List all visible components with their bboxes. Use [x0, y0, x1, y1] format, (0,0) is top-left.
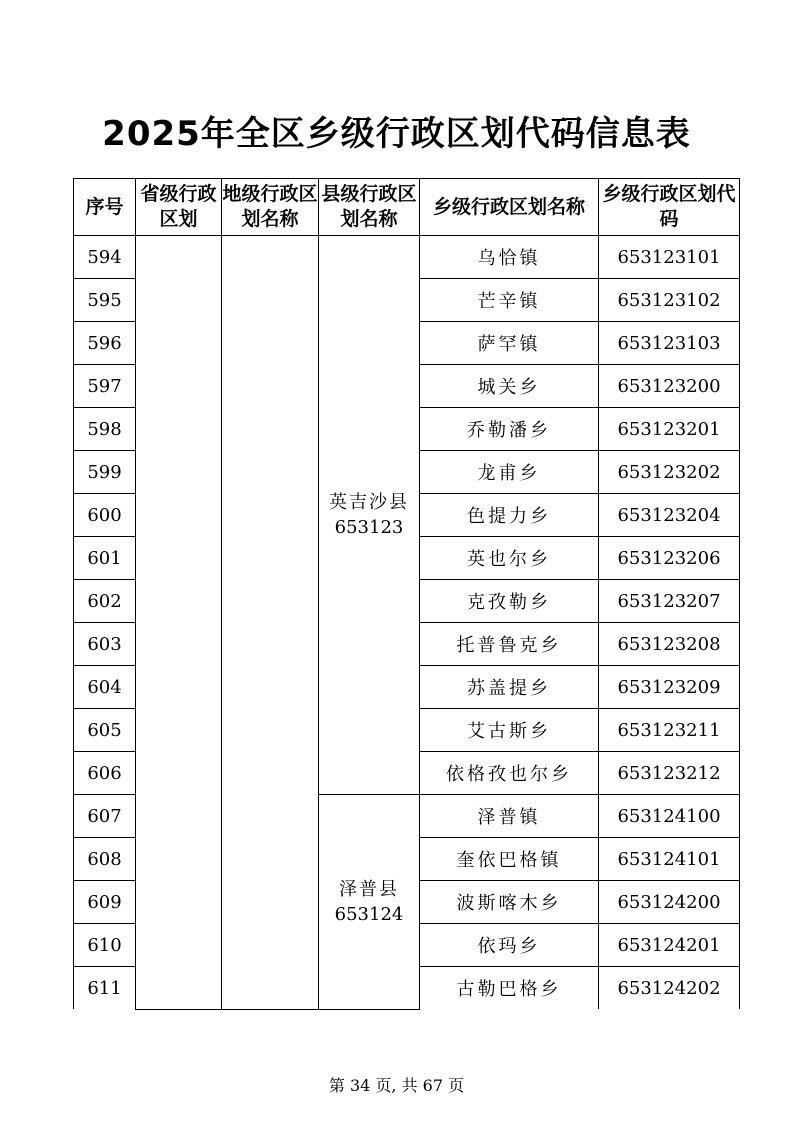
table-row [74, 236, 740, 279]
cell-seq: 595 [74, 279, 136, 322]
header-prefecture: 地级行政区划名称 [222, 179, 319, 236]
page-footer: 第 34 页, 共 67 页 [328, 1076, 465, 1095]
header-township-code: 乡级行政区划代码 [599, 179, 740, 236]
cell-township-code: 653124201 [599, 924, 740, 967]
header-province: 省级行政区划 [136, 179, 222, 236]
cell-seq: 611 [74, 967, 136, 1010]
cell-township-name: 依格孜也尔乡 [420, 752, 599, 795]
cell-township-name: 乌恰镇 [420, 236, 599, 279]
cell-township-code: 653123206 [599, 537, 740, 580]
cell-township-code: 653123212 [599, 752, 740, 795]
cell-seq: 603 [74, 623, 136, 666]
cell-seq: 596 [74, 322, 136, 365]
county-name: 泽普县 [339, 878, 399, 900]
cell-township-name: 色提力乡 [420, 494, 599, 537]
table-header-row [74, 179, 740, 236]
cell-township-code: 653123207 [599, 580, 740, 623]
cell-township-code: 653123208 [599, 623, 740, 666]
cell-township-code: 653124202 [599, 967, 740, 1010]
cell-township-code: 653123200 [599, 365, 740, 408]
cell-township-code: 653123209 [599, 666, 740, 709]
cell-township-code: 653123101 [599, 236, 740, 279]
cell-seq: 597 [74, 365, 136, 408]
cell-township-name: 古勒巴格乡 [420, 967, 599, 1010]
page-title: 2025年全区乡级行政区划代码信息表 [102, 114, 691, 154]
cell-prefecture-merged [222, 236, 319, 1010]
cell-seq: 599 [74, 451, 136, 494]
cell-seq: 601 [74, 537, 136, 580]
cell-township-name: 龙甫乡 [420, 451, 599, 494]
cell-seq: 594 [74, 236, 136, 279]
cell-township-name: 乔勒潘乡 [420, 408, 599, 451]
cell-township-code: 653123103 [599, 322, 740, 365]
cell-township-name: 城关乡 [420, 365, 599, 408]
cell-seq: 607 [74, 795, 136, 838]
cell-seq: 602 [74, 580, 136, 623]
cell-seq: 605 [74, 709, 136, 752]
table-body [74, 236, 740, 1010]
header-seq: 序号 [74, 179, 136, 236]
header-county: 县级行政区划名称 [319, 179, 420, 236]
header-township-name: 乡级行政区划名称 [420, 179, 599, 236]
cell-township-code: 653123211 [599, 709, 740, 752]
cell-township-code: 653123102 [599, 279, 740, 322]
cell-township-name: 奎依巴格镇 [420, 838, 599, 881]
cell-township-code: 653124101 [599, 838, 740, 881]
cell-township-code: 653123202 [599, 451, 740, 494]
cell-township-name: 苏盖提乡 [420, 666, 599, 709]
cell-seq: 600 [74, 494, 136, 537]
cell-seq: 598 [74, 408, 136, 451]
cell-township-name: 英也尔乡 [420, 537, 599, 580]
cell-seq: 610 [74, 924, 136, 967]
county-code: 653124 [334, 903, 404, 925]
township-code-table [73, 178, 740, 1010]
cell-township-code: 653123204 [599, 494, 740, 537]
cell-township-code: 653123201 [599, 408, 740, 451]
county-code: 653123 [334, 517, 404, 538]
cell-seq: 606 [74, 752, 136, 795]
cell-township-code: 653124100 [599, 795, 740, 838]
cell-township-name: 泽普镇 [420, 795, 599, 838]
cell-township-name: 依玛乡 [420, 924, 599, 967]
cell-township-name: 托普鲁克乡 [420, 623, 599, 666]
cell-township-name: 芒辛镇 [420, 279, 599, 322]
cell-county [319, 236, 420, 795]
cell-township-name: 艾古斯乡 [420, 709, 599, 752]
cell-seq: 604 [74, 666, 136, 709]
cell-township-name: 克孜勒乡 [420, 580, 599, 623]
cell-seq: 609 [74, 881, 136, 924]
cell-township-name: 波斯喀木乡 [420, 881, 599, 924]
cell-province-merged [136, 236, 222, 1010]
cell-seq: 608 [74, 838, 136, 881]
county-name: 英吉沙县 [329, 492, 409, 513]
cell-township-name: 萨罕镇 [420, 322, 599, 365]
cell-county [319, 795, 420, 1010]
cell-township-code: 653124200 [599, 881, 740, 924]
